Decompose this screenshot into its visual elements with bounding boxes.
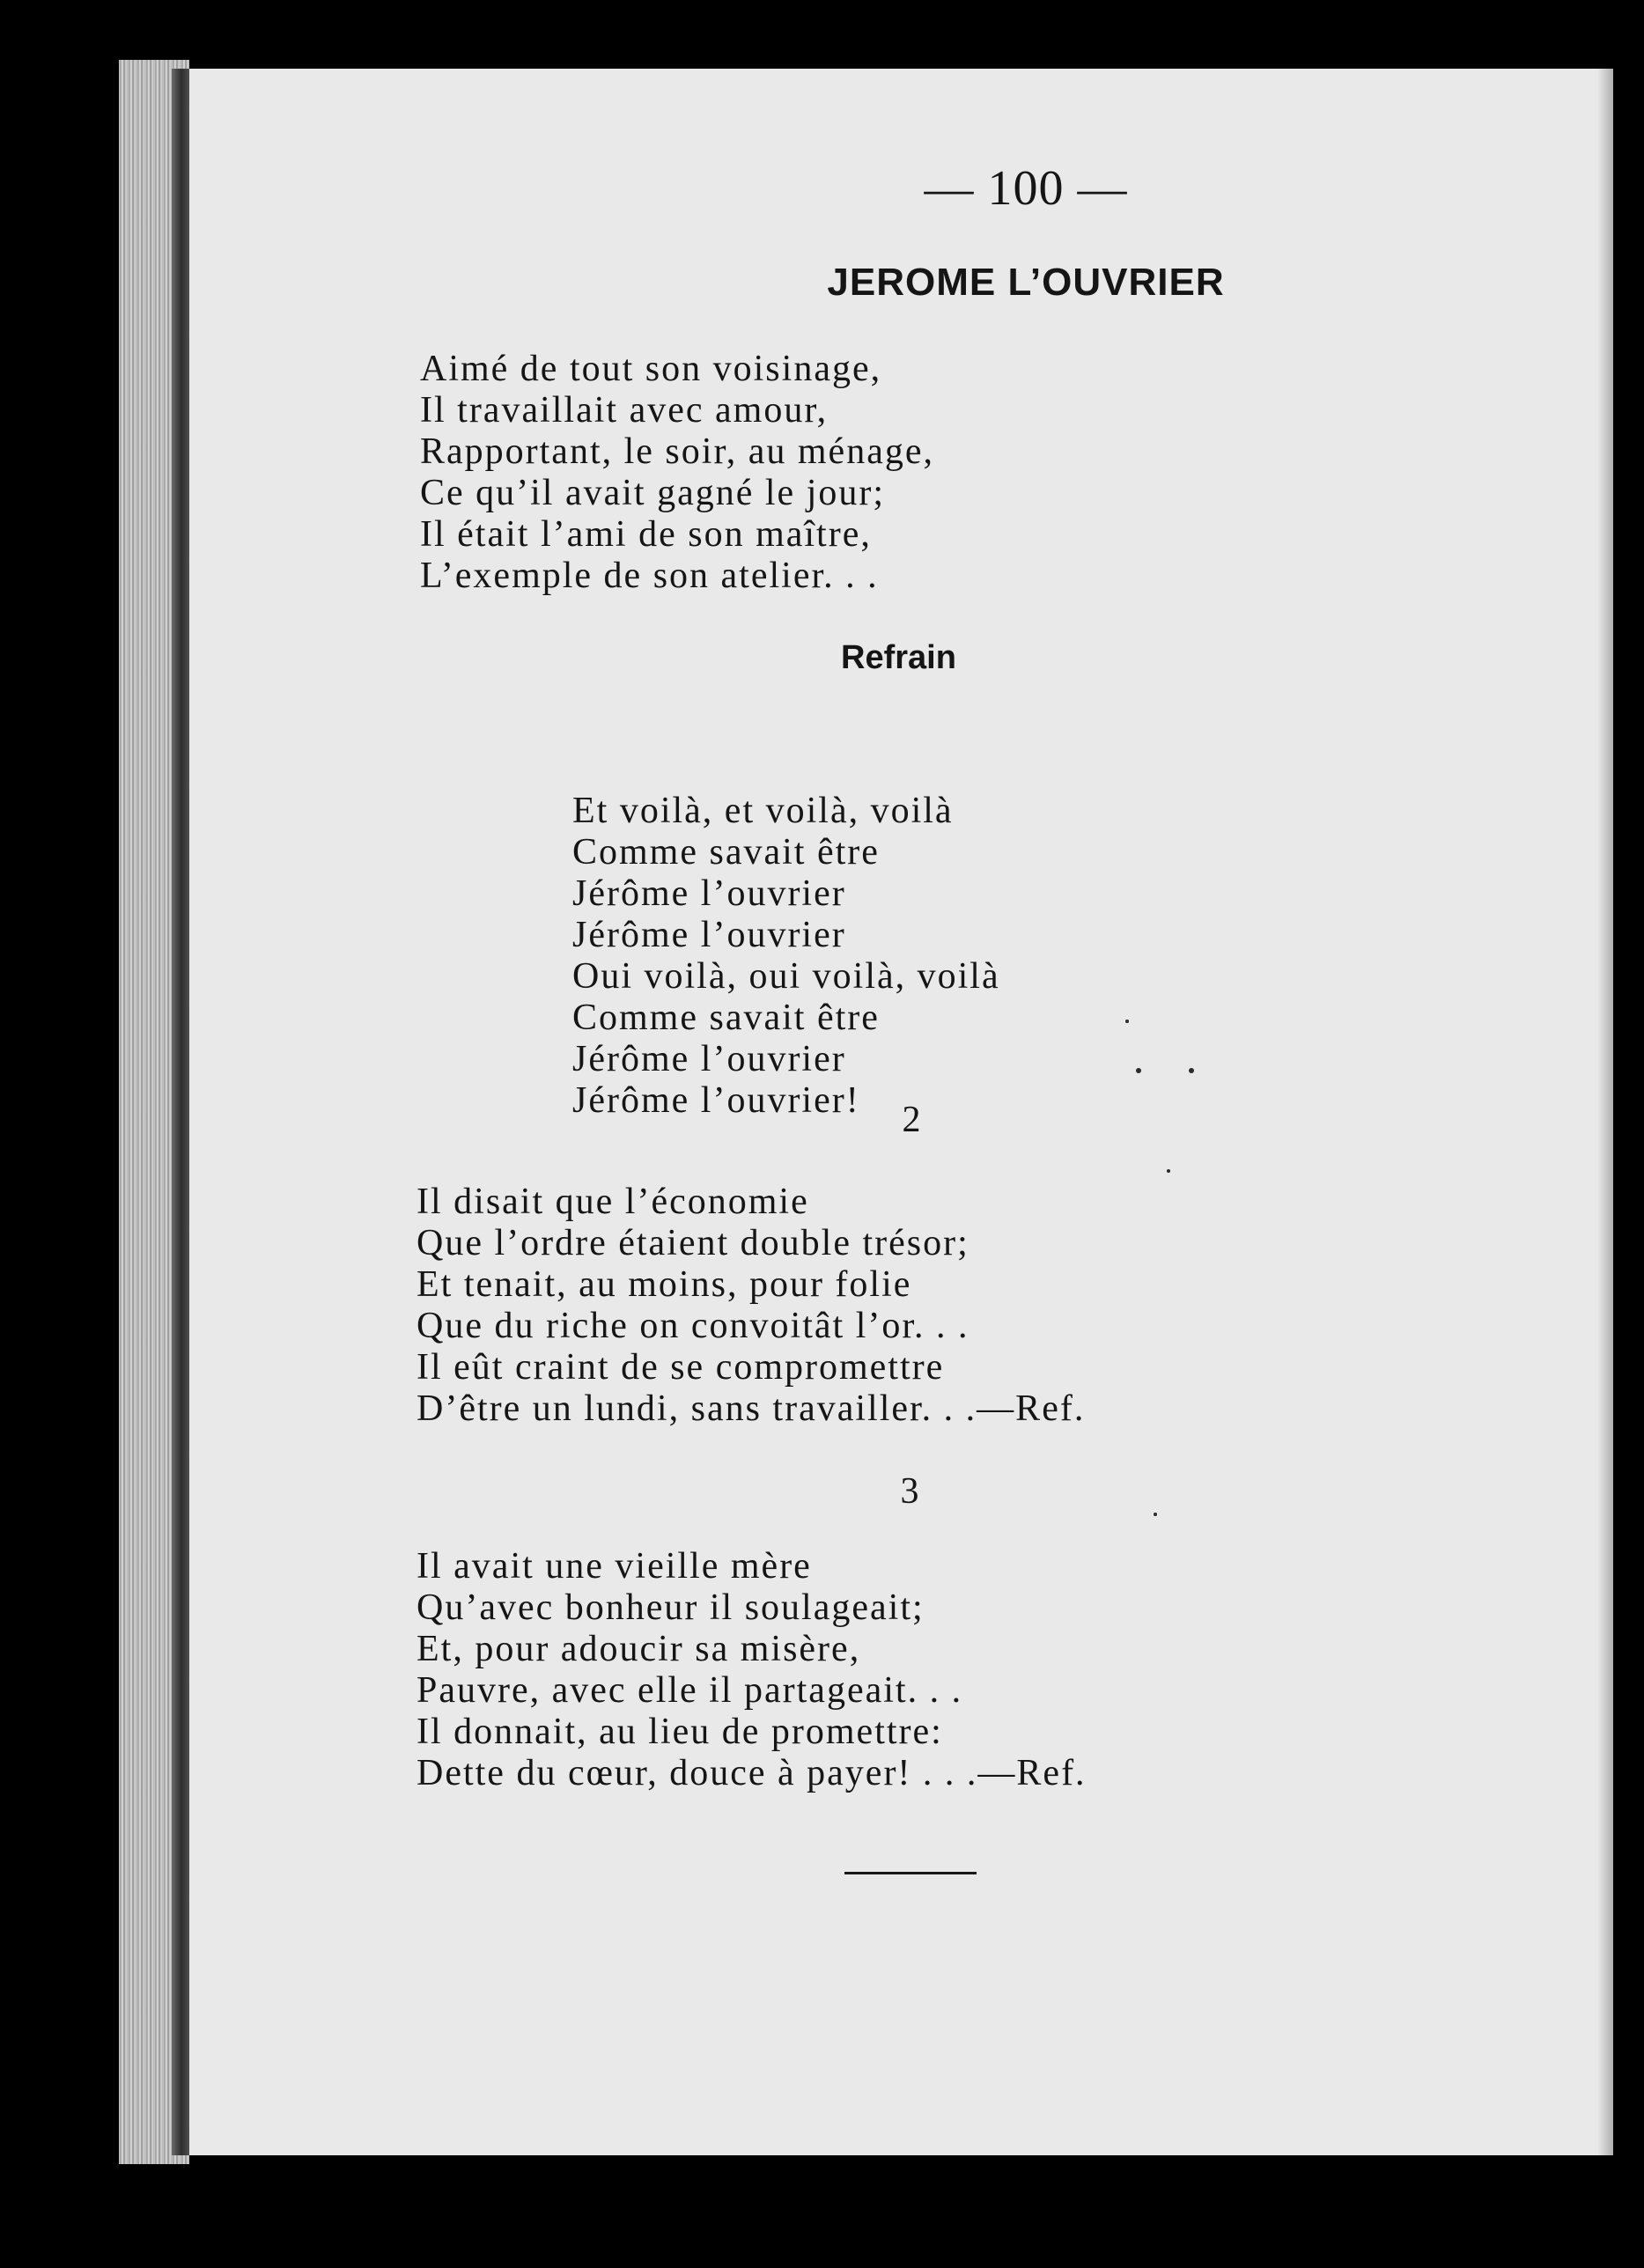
- verse-line: Rapportant, le soir, au ménage,: [420, 431, 934, 472]
- song-title: JEROME L’OUVRIER: [827, 261, 1225, 304]
- verse-line: Ce qu’il avait gagné le jour;: [420, 473, 886, 513]
- refrain-line: Et voilà, et voilà, voilà: [572, 791, 954, 831]
- verse-line: Qu’avec bonheur il soulageait;: [417, 1587, 925, 1628]
- stanza-2: [417, 1182, 1085, 1430]
- verse-line: Il disait que l’économie: [417, 1182, 809, 1222]
- verse-line: Que l’ordre étaient double trésor;: [417, 1223, 969, 1263]
- refrain-line: Jérôme l’ouvrier: [572, 873, 846, 914]
- refrain-line: Oui voilà, oui voilà, voilà: [572, 956, 1000, 997]
- refrain-heading: Refrain: [841, 639, 956, 676]
- verse-line: Dette du cœur, douce à payer! . . .—Ref.: [417, 1753, 1087, 1793]
- verse-line: Il avait une vieille mère: [417, 1546, 812, 1587]
- scan-speck: [1125, 1020, 1129, 1023]
- refrain-line: Jérôme l’ouvrier!: [572, 1080, 860, 1121]
- book-page: [189, 69, 1613, 2155]
- closing-rule: [844, 1872, 977, 1874]
- stanza-1: [420, 349, 934, 597]
- verse-line: D’être un lundi, sans travailler. . .—Ref.: [417, 1388, 1086, 1429]
- verse-line: Il donnait, au lieu de promettre:: [417, 1712, 943, 1752]
- verse-line: Et, pour adoucir sa misère,: [417, 1629, 861, 1669]
- scan-speck: [1189, 1068, 1194, 1073]
- page-edge-shadow: [1597, 69, 1613, 2155]
- book-spine-shadow: [172, 69, 191, 2155]
- refrain-line: Comme savait être: [572, 998, 880, 1038]
- verse-line: Pauvre, avec elle il partageait. . .: [417, 1670, 963, 1711]
- refrain-line: Comme savait être: [572, 832, 880, 873]
- stanza-number: 3: [900, 1471, 919, 1512]
- verse-line: Il eût craint de se compromettre: [417, 1347, 945, 1388]
- refrain: [572, 791, 1000, 1122]
- refrain-line: Jérôme l’ouvrier: [572, 1039, 846, 1079]
- verse-line: Il travaillait avec amour,: [420, 390, 829, 431]
- verse-line: Il était l’ami de son maître,: [420, 514, 872, 555]
- verse-line: L’exemple de son atelier. . .: [420, 556, 879, 596]
- stanza-number: 2: [902, 1100, 921, 1140]
- scan-speck: [1154, 1513, 1157, 1516]
- refrain-line: Jérôme l’ouvrier: [572, 915, 846, 955]
- page-number: — 100 —: [924, 161, 1128, 216]
- scan-speck: [1167, 1169, 1170, 1173]
- scan-speck: [1136, 1068, 1141, 1073]
- stanza-3: [417, 1546, 1087, 1794]
- verse-line: Aimé de tout son voisinage,: [420, 349, 882, 389]
- verse-line: Et tenait, au moins, pour folie: [417, 1264, 912, 1305]
- verse-line: Que du riche on convoitât l’or. . .: [417, 1306, 969, 1346]
